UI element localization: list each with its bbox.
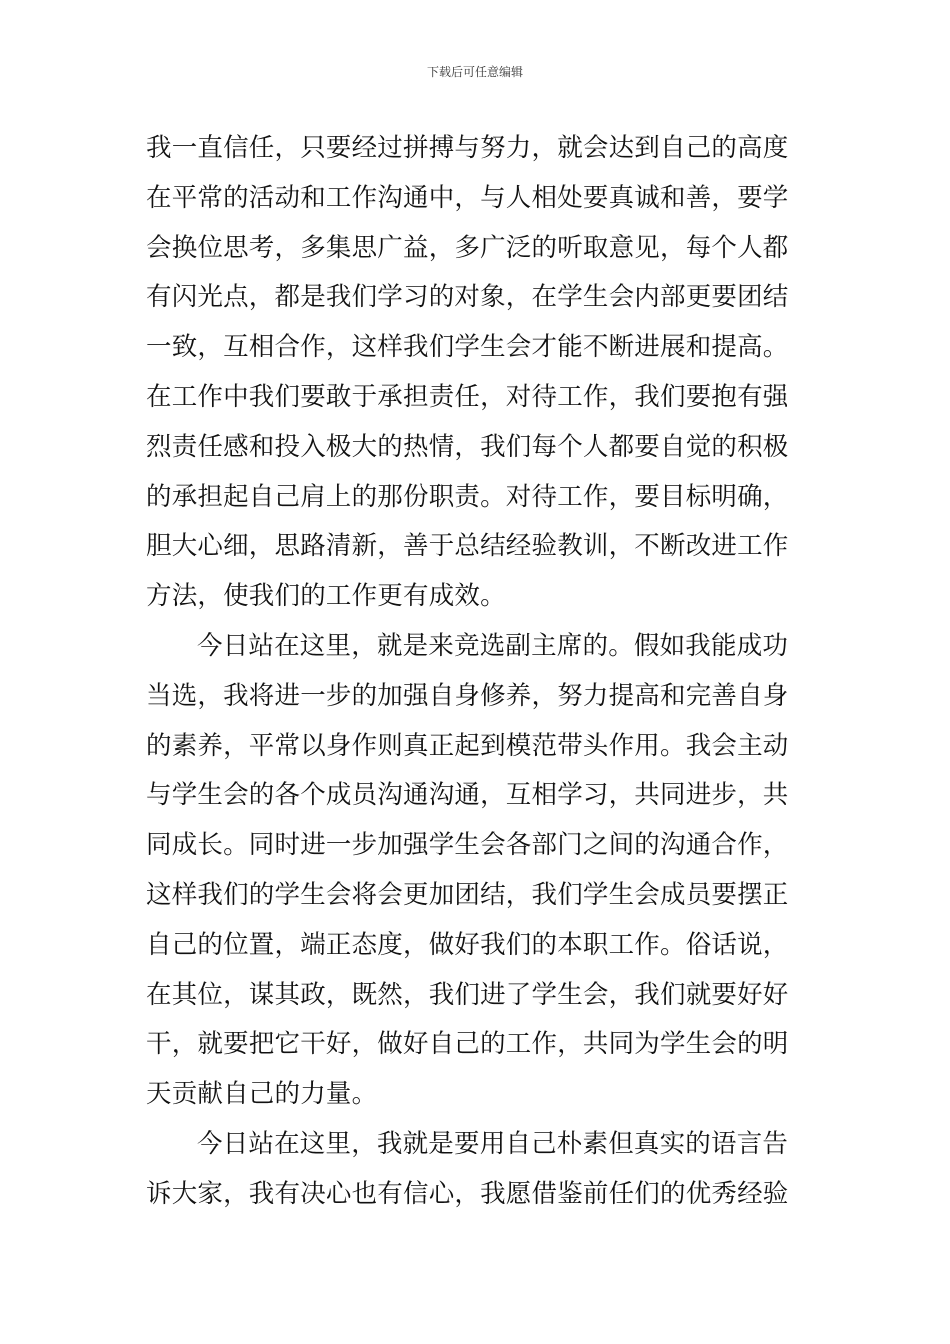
text-line: 这样我们的学生会将会更加团结，我们学生会成员要摆正 xyxy=(146,879,789,910)
text-line: 我一直信任，只要经过拼搏与努力，就会达到自己的高度 xyxy=(146,133,789,163)
paragraph xyxy=(146,124,810,622)
text-line: 烈责任感和投入极大的热情，我们每个人都要自觉的积极 xyxy=(146,431,789,462)
text-line: 一致，互相合作，这样我们学生会才能不断进展和提高。 xyxy=(146,332,789,363)
text-line: 的素养，平常以身作则真正起到模范带头作用。我会主动 xyxy=(146,730,789,761)
text-line: 在工作中我们要敢于承担责任，对待工作，我们要抱有强 xyxy=(146,381,789,412)
page-header: 下载后可任意编辑 xyxy=(426,65,523,79)
paragraph xyxy=(146,622,810,1120)
text-line: 干，就要把它干好，做好自己的工作，共同为学生会的明 xyxy=(146,1029,789,1060)
text-line: 同成长。同时进一步加强学生会各部门之间的沟通合作， xyxy=(146,830,789,861)
text-line: 会换位思考，多集思广益，多广泛的听取意见，每个人都 xyxy=(146,232,789,263)
text-line: 自己的位置，端正态度，做好我们的本职工作。俗话说， xyxy=(146,929,789,960)
paragraph xyxy=(146,1120,810,1220)
text-line: 天贡献自己的力量。 xyxy=(146,1079,378,1110)
text-line: 与学生会的各个成员沟通沟通，互相学习，共同进步，共 xyxy=(146,780,789,811)
text-line: 方法，使我们的工作更有成效。 xyxy=(146,581,506,612)
text-line: 在平常的活动和工作沟通中，与人相处要真诚和善，要学 xyxy=(146,182,789,213)
text-line: 有闪光点，都是我们学习的对象，在学生会内部更要团结 xyxy=(146,282,789,313)
text-line: 在其位，谋其政，既然，我们进了学生会，我们就要好好 xyxy=(146,979,789,1010)
text-line: 诉大家，我有决心也有信心，我愿借鉴前任们的优秀经验 xyxy=(146,1178,789,1209)
text-line: 的承担起自己肩上的那份职责。对待工作，要目标明确， xyxy=(146,481,789,512)
text-line: 今日站在这里，我就是要用自己朴素但真实的语言告 xyxy=(197,1128,789,1159)
text-line: 胆大心细，思路清新，善于总结经验教训，不断改进工作 xyxy=(146,531,789,562)
document-body xyxy=(146,124,810,1220)
text-line: 今日站在这里，就是来竞选副主席的。假如我能成功 xyxy=(197,630,789,661)
text-line: 当选，我将进一步的加强自身修养，努力提高和完善自身 xyxy=(146,680,789,711)
